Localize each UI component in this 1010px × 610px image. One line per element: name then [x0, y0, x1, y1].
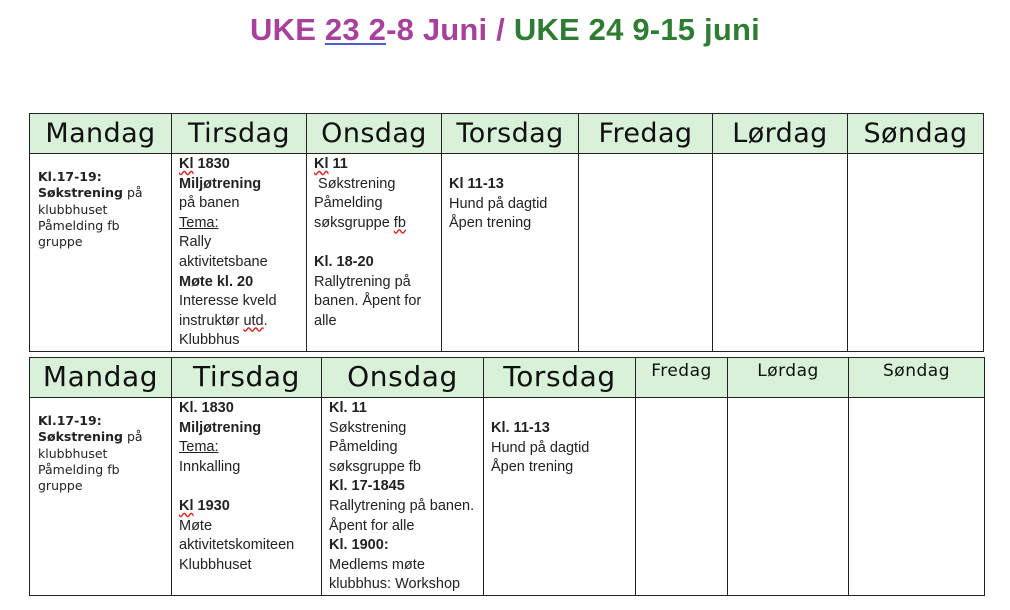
time-label: Kl. 18-20 [314, 253, 374, 270]
day-header-torsdag: Torsdag [442, 114, 579, 154]
description-text: Møte [179, 517, 213, 534]
time-label: Kl. 11-13 [491, 420, 550, 436]
day-cell-tirsdag [172, 398, 322, 596]
time-label: Kl. 1900: [329, 537, 389, 554]
description-text: Klubbhus [179, 332, 240, 349]
activity-label: Søkstrening [38, 185, 123, 201]
activity-label: Miljøtrening [179, 419, 262, 436]
description-text: utd [243, 312, 264, 329]
week-24-header-row [30, 358, 985, 398]
theme-label: Tema: [179, 439, 219, 456]
location-text: på banen [179, 195, 240, 212]
time-label: Kl.17-19: [38, 413, 102, 428]
day-header-tirsdag: Tirsdag [172, 114, 307, 154]
day-cell-mandag [30, 398, 172, 596]
time-label: 1930 [193, 497, 230, 514]
description-text: . [263, 312, 268, 329]
time-label: Kl [179, 497, 194, 514]
group-text: gruppe [38, 234, 83, 250]
time-label: 1830 [193, 156, 230, 172]
description-text: instruktør [179, 312, 244, 329]
day-cell-torsdag [442, 154, 579, 352]
day-cell-fredag [579, 154, 713, 352]
day-cell-sondag [848, 154, 984, 352]
day-header-lordag: Lørdag [713, 114, 848, 154]
day-cell-fredag [636, 398, 728, 596]
time-label: Kl 11-13 [449, 176, 504, 192]
time-label: Kl. 11 [329, 400, 367, 416]
day-header-sondag: Søndag [849, 358, 985, 398]
day-header-tirsdag: Tirsdag [172, 358, 322, 398]
description-text: Medlems møte [329, 556, 425, 573]
theme-text: aktivitetsbane [179, 253, 268, 270]
activity-text: Rallytrening på banen. [329, 497, 475, 514]
group-text: fb [393, 214, 406, 231]
description-text: Klubbhuset [179, 556, 252, 573]
day-cell-lordag [728, 398, 849, 596]
day-cell-onsdag [322, 398, 484, 596]
description-text: Åpen trening [491, 459, 574, 476]
day-header-fredag: Fredag [579, 114, 713, 154]
activity-label: Miljøtrening [179, 175, 262, 192]
activity-text: Søkstrening [314, 175, 396, 192]
signup-text: Påmelding [329, 439, 398, 456]
theme-text: Innkalling [179, 458, 241, 475]
time-label: Kl. 17-1845 [329, 478, 405, 495]
location-text: på [123, 185, 143, 201]
time-label: Kl. 1830 [179, 400, 234, 416]
group-text: gruppe [38, 478, 83, 494]
day-cell-tirsdag [172, 154, 307, 352]
time-label: 11 [328, 156, 348, 172]
group-text: søksgruppe [314, 214, 394, 231]
week-23-header-row [30, 114, 984, 154]
day-cell-mandag [30, 154, 172, 352]
day-header-mandag: Mandag [30, 114, 172, 154]
signup-text: Påmelding fb [38, 461, 120, 477]
location-text: på [123, 429, 143, 445]
activity-label: Søkstrening [38, 429, 123, 445]
activity-text: Hund på dagtid [449, 195, 548, 212]
location-text: klubbhuset [38, 201, 108, 217]
location-text: klubbhuset [38, 445, 108, 461]
meeting-label: Møte kl. 20 [179, 273, 254, 290]
week-24-content-row [30, 398, 985, 596]
description-text: klubbhus: Workshop [329, 576, 461, 593]
theme-label: Tema: [179, 214, 219, 231]
day-header-fredag: Fredag [636, 358, 728, 398]
day-header-torsdag: Torsdag [484, 358, 636, 398]
week-24-table [29, 357, 985, 596]
day-cell-onsdag [307, 154, 442, 352]
description-text: alle [314, 312, 337, 329]
time-label: Kl [314, 156, 329, 172]
time-label: Kl [179, 156, 194, 172]
day-cell-sondag [849, 398, 985, 596]
title-week23-dates: 23 2 [324, 12, 387, 47]
activity-text: Søkstrening [329, 419, 407, 436]
title-week23-suffix: -8 Juni / [386, 12, 514, 47]
day-cell-lordag [713, 154, 848, 352]
day-header-lordag: Lørdag [728, 358, 849, 398]
day-header-mandag: Mandag [30, 358, 172, 398]
description-text: banen. Åpent for [314, 293, 422, 310]
week-23-content-row [30, 154, 984, 352]
time-label: Kl.17-19: [38, 169, 102, 184]
activity-text: Rallytrening på [314, 273, 411, 290]
title-week24: UKE 24 9-15 juni [513, 12, 760, 47]
day-header-sondag: Søndag [848, 114, 984, 154]
description-text: aktivitetskomiteen [179, 537, 295, 554]
week-23-table [29, 113, 984, 352]
theme-text: Rally [179, 234, 212, 251]
title-week23-prefix: UKE [250, 12, 325, 47]
description-text: Interesse kveld [179, 293, 277, 310]
group-text: søksgruppe fb [329, 458, 421, 475]
description-text: Åpent for alle [329, 517, 415, 534]
activity-text: Hund på dagtid [491, 439, 590, 456]
description-text: Åpen trening [449, 215, 532, 232]
day-header-onsdag: Onsdag [322, 358, 484, 398]
signup-text: Påmelding [314, 195, 383, 212]
day-header-onsdag: Onsdag [307, 114, 442, 154]
page-title [0, 12, 1010, 48]
day-cell-torsdag [484, 398, 636, 596]
signup-text: Påmelding fb [38, 217, 120, 233]
